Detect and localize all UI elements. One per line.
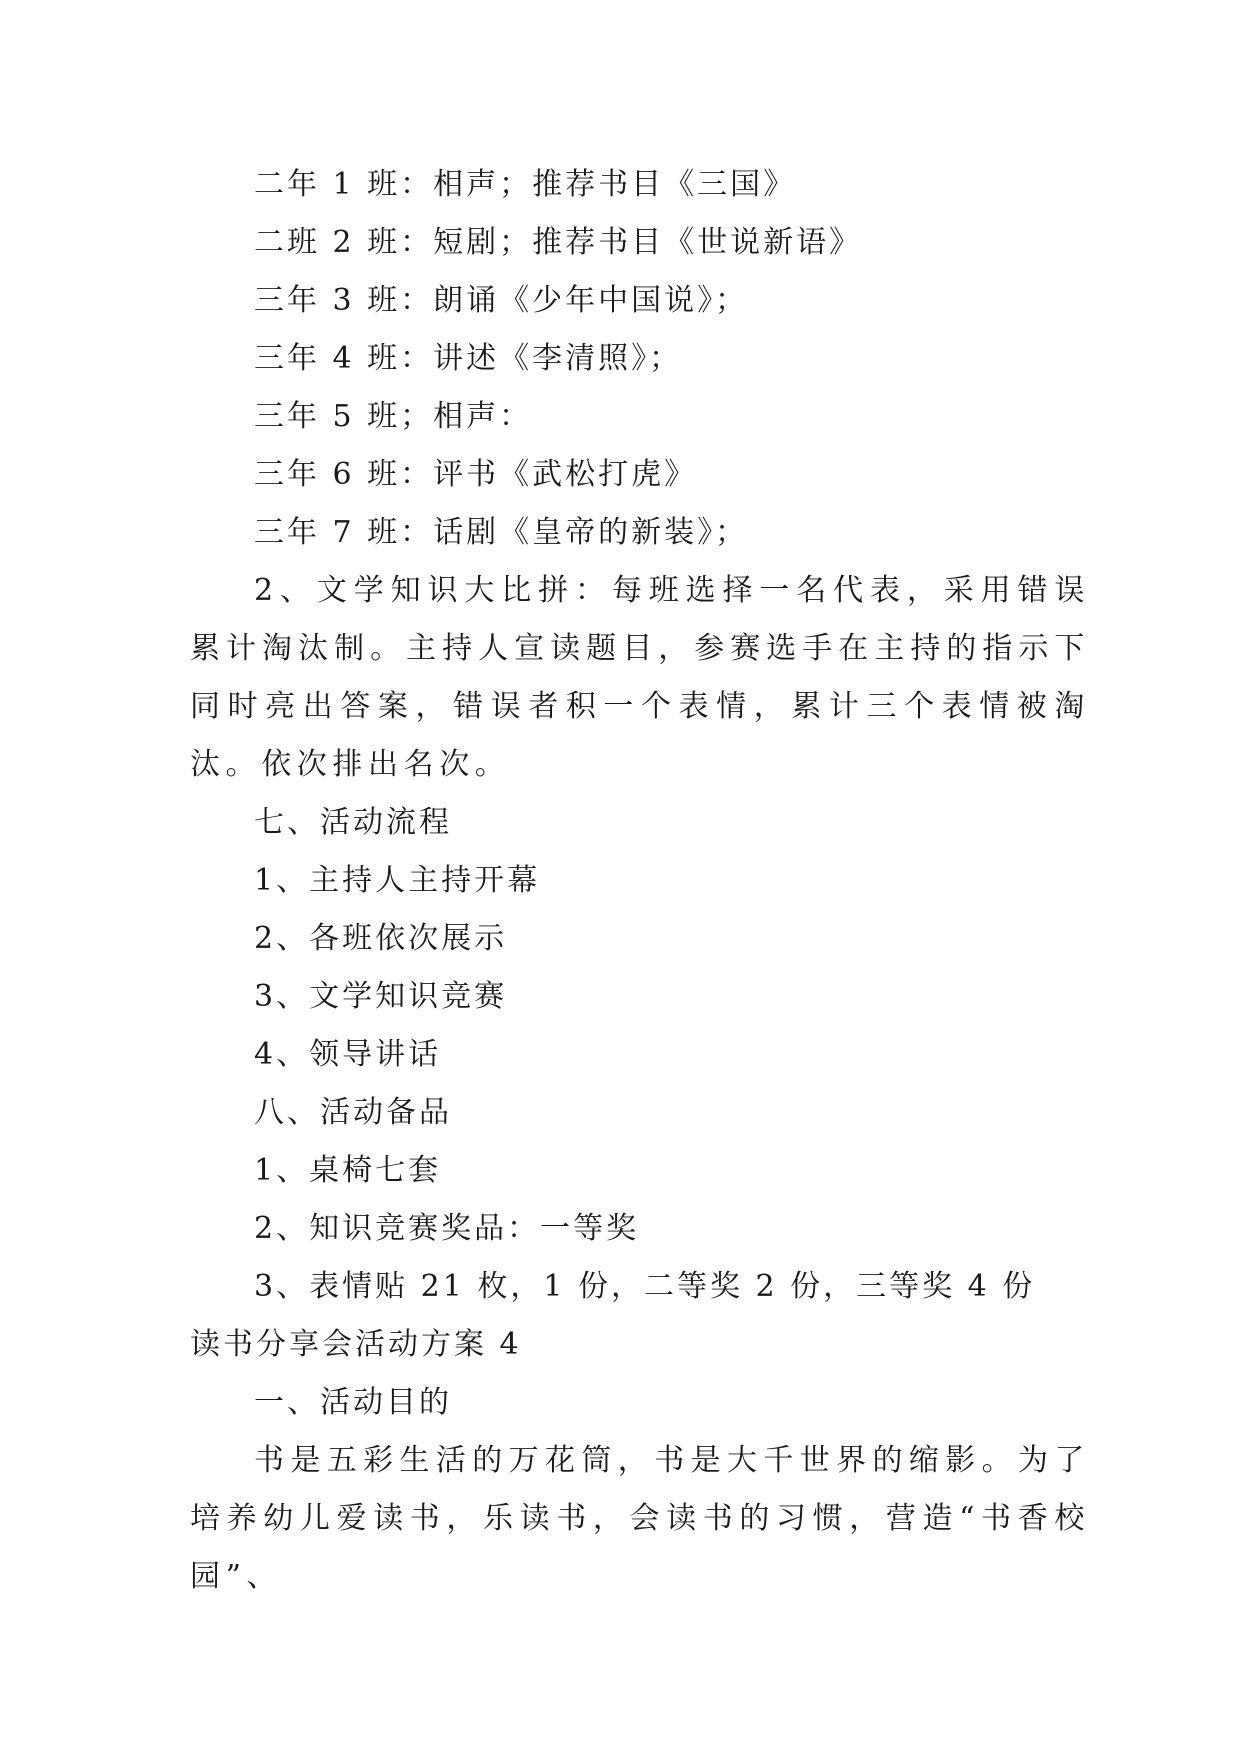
section-7-heading: 七、活动流程 <box>254 805 452 840</box>
class-program-line-5: 三年 5 班；相声： <box>254 399 533 434</box>
class-program-line-7: 三年 7 班：话剧《皇帝的新装》； <box>254 515 749 550</box>
section-8-item-2: 2、知识竞赛奖品：一等奖 <box>254 1211 640 1246</box>
section-8-heading: 八、活动备品 <box>254 1095 452 1130</box>
class-program-line-4: 三年 4 班：讲述《李清照》； <box>254 341 683 376</box>
plan-4-title: 读书分享会活动方案 4 <box>190 1327 522 1362</box>
section-7-item-1: 1、主持人主持开幕 <box>254 863 541 898</box>
class-program-line-1: 二年 1 班：相声；推荐书目《三国》 <box>254 167 797 202</box>
section-8-item-1: 1、桌椅七套 <box>254 1153 442 1188</box>
section-7-item-3: 3、文学知识竞赛 <box>254 979 508 1014</box>
section-8-item-3: 3、表情贴 21 枚，1 份，二等奖 2 份，三等奖 4 份 <box>254 1269 1036 1304</box>
document-body <box>190 156 1090 1606</box>
literature-contest-paragraph: 2、文学知识大比拼：每班选择一名代表，采用错误累计淘汰制。主持人宣读题目，参赛选手在主持的指示下同时亮出答案，错误者积一个表情，累计三个表情被淘汰。依次排出名次。 <box>190 573 1090 782</box>
section-7-item-2: 2、各班依次展示 <box>254 921 508 956</box>
plan-4-purpose-paragraph: 书是五彩生活的万花筒，书是大千世界的缩影。为了培养幼儿爱读书，乐读书，会读书的习惯，营造“书香校园”、 <box>190 1443 1090 1594</box>
class-program-line-6: 三年 6 班：评书《武松打虎》 <box>254 457 698 492</box>
class-program-line-3: 三年 3 班：朗诵《少年中国说》； <box>254 283 749 318</box>
class-program-line-2: 二班 2 班：短剧；推荐书目《世说新语》 <box>254 225 863 260</box>
plan-4-section-1-heading: 一、活动目的 <box>254 1385 452 1420</box>
section-7-item-4: 4、领导讲话 <box>254 1037 442 1072</box>
